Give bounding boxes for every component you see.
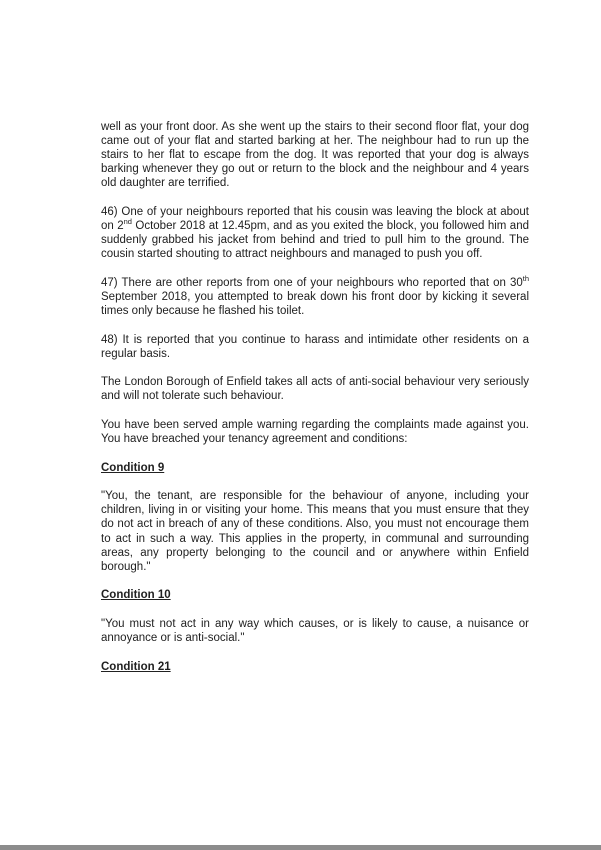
condition-10-body: "You must not act in any way which causes, or is likely to cause, a nuisance or annoyance or is anti-social." xyxy=(101,617,529,645)
document-page xyxy=(101,120,529,688)
window-bottom-edge xyxy=(0,845,601,850)
condition-9-heading: Condition 9 xyxy=(101,461,165,474)
paragraph-47 xyxy=(101,276,529,318)
paragraph-borough-statement: The London Borough of Enfield takes all acts of anti-social behaviour very seriously and will not tolerate such behaviour. xyxy=(101,376,529,403)
paragraph-46 xyxy=(101,205,529,261)
paragraph-warning-statement: You have been served ample warning regarding the complaints made against you. You have breached your tenancy agreement and conditions: xyxy=(101,419,529,446)
paragraph-continuation: well as your front door. As she went up the stairs to their second floor flat, your dog came out of your flat and started barking at her. The neighbour had to run up the stairs to her flat to escape from the dog. It was reported that your dog is always barking whenever they go out or return to the block and the neighbour and 4 years old daughter are terrified. xyxy=(101,121,529,190)
condition-10-heading: Condition 10 xyxy=(101,589,171,602)
ordinal-superscript: th xyxy=(522,274,529,284)
paragraph-46-text-post: October 2018 at 12.45pm, and as you exited the block, you followed him and suddenly grabbed his jacket from behind and tried to pull him to the ground. The cousin started shouting to attract neighbours and managed to push you off. xyxy=(101,220,529,261)
condition-21-heading: Condition 21 xyxy=(101,660,171,673)
paragraph-46-text-pre: 46) One of your neighbours reported that his cousin was leaving the block at about on 2 xyxy=(101,205,529,233)
paragraph-47-text-post: September 2018, you attempted to break down his front door by kicking it several times only because he flashed his toilet. xyxy=(101,290,529,318)
condition-9-body: "You, the tenant, are responsible for the behaviour of anyone, including your children, living in or visiting your home. This means that you must ensure that they do not act in breach of any of these conditions. Also, you must not encourage them to act in such a way. This applies in the property, in communal and surrounding areas, any property belonging to the council and or anywhere within Enfield borough." xyxy=(101,490,529,573)
paragraph-48: 48) It is reported that you continue to harass and intimidate other residents on a regular basis. xyxy=(101,333,529,360)
ordinal-superscript: nd xyxy=(123,217,132,227)
paragraph-47-text-pre: 47) There are other reports from one of your neighbours who reported that on 30 xyxy=(101,276,523,289)
